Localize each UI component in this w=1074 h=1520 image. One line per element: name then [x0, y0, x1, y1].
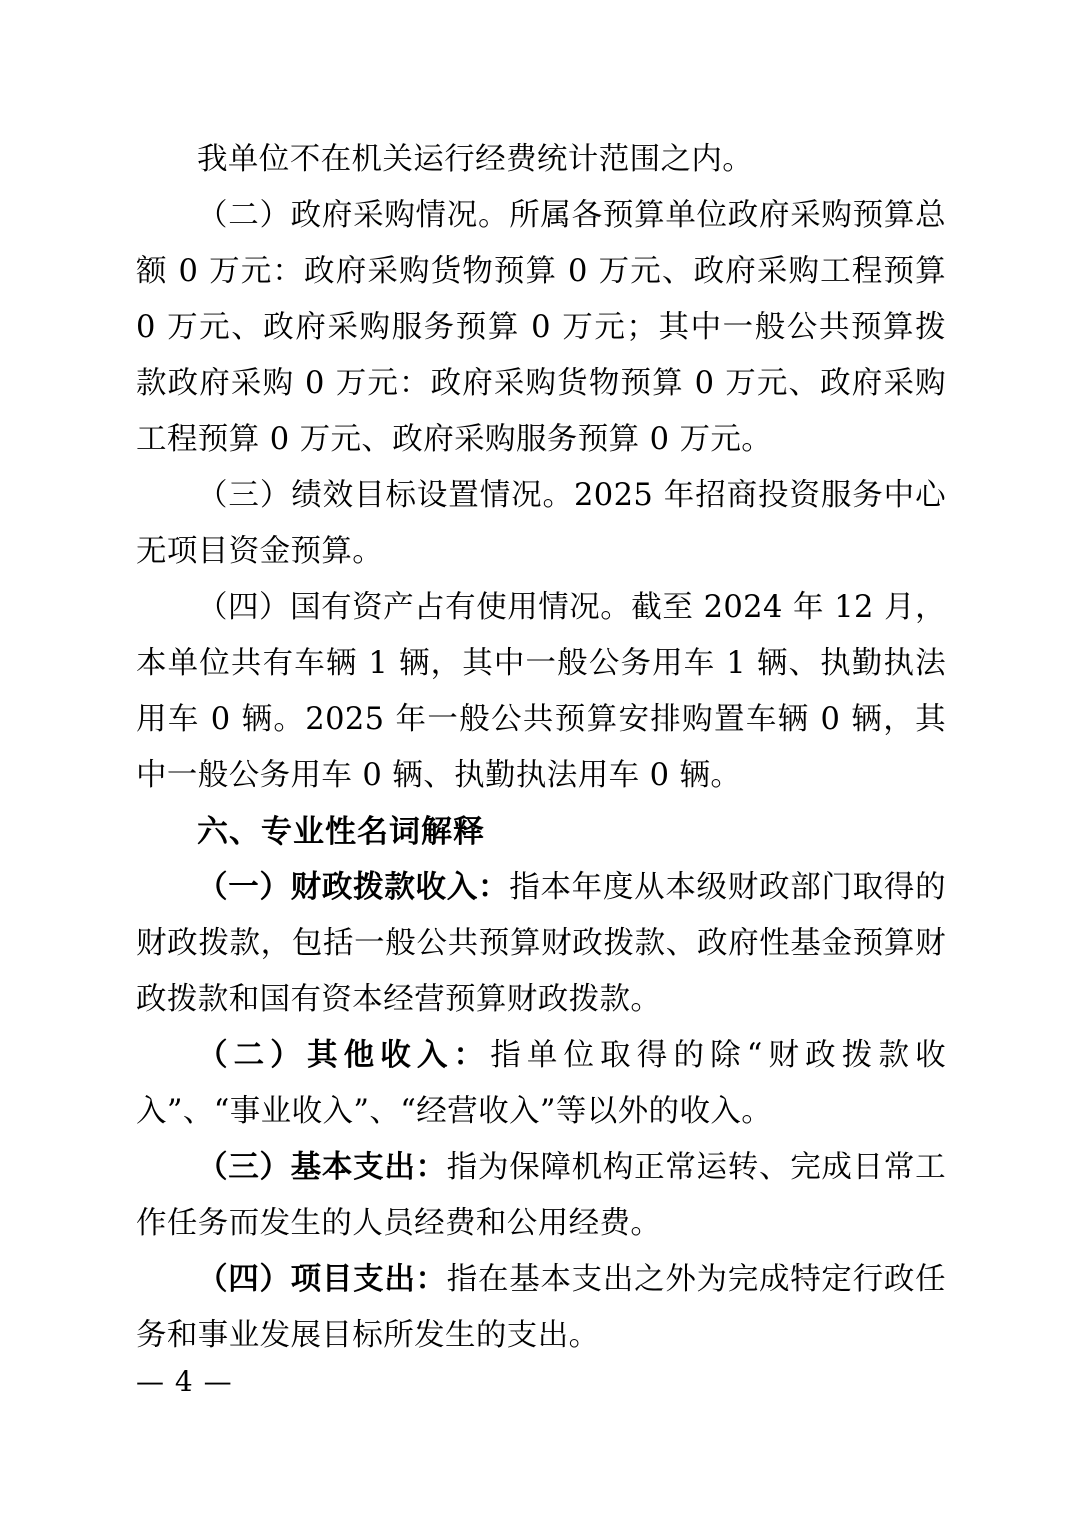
- definition-text: 指为保障机构正常运转、完成日常工作任务而发生的人员经费和公用经费。: [136, 1150, 947, 1241]
- definition-fiscal-appropriation-income: [136, 860, 946, 1028]
- definition-label: （一）财政拨款收入：: [197, 870, 510, 905]
- definition-basic-expenditure: [136, 1140, 946, 1252]
- definition-text: 指在基本支出之外为完成特定行政任务和事业发展目标所发生的支出。: [136, 1262, 947, 1353]
- paragraph-government-procurement: （二）政府采购情况。所属各预算单位政府采购预算总额 0 万元：政府采购货物预算 0 万元、政府采购工程预算 0 万元、政府采购服务预算 0 万元；其中一般公共预算拨款政府采购 0 万元：政府采购货物预算 0 万元、政府采购工程预算 0 万元、政府采购服务预算 0 万元。: [136, 198, 946, 457]
- page-number: — 4 —: [136, 1365, 233, 1398]
- definition-label: （四）项目支出：: [197, 1262, 447, 1297]
- section-heading-terminology: 六、专业性名词解释: [197, 814, 485, 850]
- definition-other-income: [136, 1028, 946, 1140]
- paragraph-performance-target: （三）绩效目标设置情况。2025 年招商投资服务中心无项目资金预算。: [136, 478, 946, 569]
- definition-label: （二）其他收入：: [197, 1038, 491, 1073]
- definition-text: 指单位取得的除“财政拨款收入”、“事业收入”、“经营收入”等以外的收入。: [136, 1038, 946, 1129]
- definition-label: （三）基本支出：: [197, 1150, 447, 1185]
- paragraph-operating-expense: 我单位不在机关运行经费统计范围之内。: [197, 142, 754, 177]
- page-content: [136, 132, 946, 1364]
- definition-project-expenditure: [136, 1252, 946, 1364]
- definition-text: 指本年度从本级财政部门取得的财政拨款，包括一般公共预算财政拨款、政府性基金预算财政拨款和国有资本经营预算财政拨款。: [136, 870, 946, 1017]
- paragraph-state-assets: （四）国有资产占有使用情况。截至 2024 年 12 月，本单位共有车辆 1 辆，其中一般公务用车 1 辆、执勤执法用车 0 辆。2025 年一般公共预算安排购置车辆 0 辆，其中一般公务用车 0 辆、执勤执法用车 0 辆。: [136, 590, 946, 793]
